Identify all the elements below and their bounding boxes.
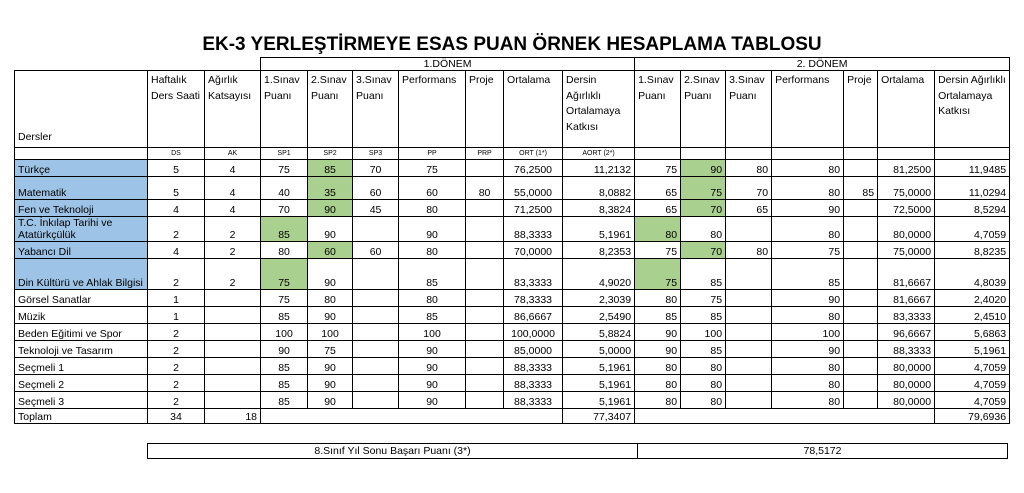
s1-prp <box>466 200 504 217</box>
s2-prp <box>844 242 878 259</box>
s1-sp3 <box>353 341 399 358</box>
code-cell: AORT (2*) <box>563 148 635 160</box>
s2-sp2: 70 <box>681 200 726 217</box>
s1-ortalama: 70,0000 <box>504 242 563 259</box>
s1-sp1: 85 <box>261 307 308 324</box>
s2-prp: 85 <box>844 177 878 200</box>
s2-sp2: 75 <box>681 290 726 307</box>
s2-ortalama: 88,3333 <box>878 341 935 358</box>
s1-sp2: 90 <box>308 259 353 290</box>
s2-sp2: 70 <box>681 242 726 259</box>
code-cell: DS <box>148 148 205 160</box>
code-cell <box>635 148 681 160</box>
s1-sp3: 60 <box>353 242 399 259</box>
weight-coefficient: 2 <box>205 242 261 259</box>
code-cell: ORT (1*) <box>504 148 563 160</box>
s1-sp3: 60 <box>353 177 399 200</box>
s2-prp <box>844 160 878 177</box>
s2-pp: 80 <box>772 358 844 375</box>
code-cell <box>726 148 772 160</box>
s1-sp2: 90 <box>308 375 353 392</box>
course-name: Seçmeli 1 <box>15 358 148 375</box>
s1-prp <box>466 341 504 358</box>
s1-sp2: 60 <box>308 242 353 259</box>
total-s2-katki: 79,6936 <box>935 409 1010 424</box>
course-name: Yabancı Dil <box>15 242 148 259</box>
s2-sp1: 80 <box>635 290 681 307</box>
s1-katki: 5,1961 <box>563 358 635 375</box>
weight-coefficient: 2 <box>205 259 261 290</box>
course-name: Din Kültürü ve Ahlak Bilgisi <box>15 259 148 290</box>
s2-pp: 90 <box>772 341 844 358</box>
s1-pp: 90 <box>399 358 466 375</box>
weekly-hours: 2 <box>148 217 205 242</box>
code-cell: SP2 <box>308 148 353 160</box>
total-spacer <box>261 409 563 424</box>
s2-sp1: 80 <box>635 217 681 242</box>
header-sinav1: 1.Sınav Puanı <box>635 71 681 148</box>
weight-coefficient: 2 <box>205 217 261 242</box>
s1-pp: 90 <box>399 217 466 242</box>
s1-katki: 4,9020 <box>563 259 635 290</box>
s1-sp1: 85 <box>261 392 308 409</box>
header-dersin: Dersin Ağırlıklı Ortalamaya Katkısı <box>935 71 1010 148</box>
s2-sp3: 70 <box>726 177 772 200</box>
code-cell: AK <box>205 148 261 160</box>
s2-katki: 4,8039 <box>935 259 1010 290</box>
s2-sp1: 65 <box>635 177 681 200</box>
s1-sp2: 90 <box>308 217 353 242</box>
s1-pp: 90 <box>399 392 466 409</box>
code-cell <box>935 148 1010 160</box>
s2-ortalama: 80,0000 <box>878 392 935 409</box>
s2-ortalama: 80,0000 <box>878 358 935 375</box>
s2-ortalama: 81,6667 <box>878 259 935 290</box>
weekly-hours: 5 <box>148 160 205 177</box>
code-cell: SP1 <box>261 148 308 160</box>
s2-sp3 <box>726 217 772 242</box>
s1-ortalama: 88,3333 <box>504 392 563 409</box>
header-sinav2: 2.Sınav Puanı <box>681 71 726 148</box>
s1-prp <box>466 358 504 375</box>
s1-pp: 100 <box>399 324 466 341</box>
total-row <box>15 409 1010 424</box>
s1-sp2: 75 <box>308 341 353 358</box>
s2-pp: 85 <box>772 259 844 290</box>
s2-ortalama: 80,0000 <box>878 217 935 242</box>
table-row <box>15 324 1010 341</box>
course-name: Beden Eğitimi ve Spor <box>15 324 148 341</box>
code-cell: PP <box>399 148 466 160</box>
header-performans: Performans <box>772 71 844 148</box>
s2-sp3: 65 <box>726 200 772 217</box>
s1-ortalama: 100,0000 <box>504 324 563 341</box>
course-name: Görsel Sanatlar <box>15 290 148 307</box>
s1-sp2: 80 <box>308 290 353 307</box>
s2-sp1: 85 <box>635 307 681 324</box>
s2-pp: 90 <box>772 290 844 307</box>
s1-sp1: 85 <box>261 375 308 392</box>
total-s1-katki: 77,3407 <box>563 409 635 424</box>
weight-coefficient <box>205 392 261 409</box>
s1-pp: 85 <box>399 259 466 290</box>
s2-katki: 11,0294 <box>935 177 1010 200</box>
code-cell: SP3 <box>353 148 399 160</box>
s2-prp <box>844 324 878 341</box>
s1-sp2: 90 <box>308 307 353 324</box>
s1-sp1: 80 <box>261 242 308 259</box>
s1-sp1: 85 <box>261 217 308 242</box>
s2-sp2: 80 <box>681 392 726 409</box>
weekly-hours: 2 <box>148 392 205 409</box>
weekly-hours: 4 <box>148 200 205 217</box>
weekly-hours: 2 <box>148 259 205 290</box>
s1-ortalama: 88,3333 <box>504 358 563 375</box>
s2-sp2: 85 <box>681 259 726 290</box>
s1-prp <box>466 290 504 307</box>
s1-prp <box>466 392 504 409</box>
s2-prp <box>844 290 878 307</box>
s1-ortalama: 76,2500 <box>504 160 563 177</box>
s2-sp2: 75 <box>681 177 726 200</box>
table-row <box>15 259 1010 290</box>
s2-pp: 80 <box>772 307 844 324</box>
page-title: EK-3 YERLEŞTİRMEYE ESAS PUAN ÖRNEK HESAPLAMA TABLOSU <box>202 34 822 55</box>
s2-sp3 <box>726 259 772 290</box>
score-table <box>14 57 1010 424</box>
s1-pp: 75 <box>399 160 466 177</box>
s2-sp3 <box>726 290 772 307</box>
header-proje: Proje <box>466 71 504 148</box>
weekly-hours: 2 <box>148 358 205 375</box>
s2-katki: 11,9485 <box>935 160 1010 177</box>
header-dersin: Dersin Ağırlıklı Ortalamaya Katkısı <box>563 71 635 148</box>
header-ortalama: Ortalama <box>504 71 563 148</box>
s1-sp1: 75 <box>261 259 308 290</box>
s2-sp3 <box>726 392 772 409</box>
weight-coefficient <box>205 324 261 341</box>
s1-katki: 8,0882 <box>563 177 635 200</box>
s2-sp1: 80 <box>635 358 681 375</box>
s2-sp3 <box>726 341 772 358</box>
s1-sp3 <box>353 307 399 324</box>
weekly-hours: 5 <box>148 177 205 200</box>
weight-coefficient: 4 <box>205 177 261 200</box>
code-cell <box>844 148 878 160</box>
s1-sp1: 90 <box>261 341 308 358</box>
s1-pp: 80 <box>399 200 466 217</box>
s2-sp1: 80 <box>635 392 681 409</box>
s2-katki: 4,7059 <box>935 375 1010 392</box>
s1-ortalama: 71,2500 <box>504 200 563 217</box>
header-sinav3: 3.Sınav Puanı <box>353 71 399 148</box>
final-score-table <box>147 443 1008 459</box>
table-row <box>15 375 1010 392</box>
total-weekly-hours: 34 <box>148 409 205 424</box>
s2-ortalama: 75,0000 <box>878 177 935 200</box>
s1-sp3 <box>353 217 399 242</box>
weekly-hours: 4 <box>148 242 205 259</box>
s1-katki: 2,3039 <box>563 290 635 307</box>
s2-sp3: 80 <box>726 160 772 177</box>
total-weight: 18 <box>205 409 261 424</box>
header-ortalama: Ortalama <box>878 71 935 148</box>
s1-ortalama: 55,0000 <box>504 177 563 200</box>
s2-pp: 80 <box>772 217 844 242</box>
s2-ortalama: 83,3333 <box>878 307 935 324</box>
table-row <box>15 358 1010 375</box>
s2-sp2: 100 <box>681 324 726 341</box>
s1-pp: 80 <box>399 242 466 259</box>
s1-sp2: 100 <box>308 324 353 341</box>
s1-prp <box>466 375 504 392</box>
s2-pp: 80 <box>772 392 844 409</box>
course-name: Türkçe <box>15 160 148 177</box>
code-cell <box>15 148 148 160</box>
s1-pp: 80 <box>399 290 466 307</box>
s1-sp3: 70 <box>353 160 399 177</box>
s2-sp2: 90 <box>681 160 726 177</box>
course-name: Seçmeli 2 <box>15 375 148 392</box>
s1-pp: 90 <box>399 341 466 358</box>
s2-pp: 80 <box>772 160 844 177</box>
s1-sp1: 40 <box>261 177 308 200</box>
s1-sp1: 85 <box>261 358 308 375</box>
weight-coefficient <box>205 307 261 324</box>
s1-sp3 <box>353 375 399 392</box>
s1-katki: 8,2353 <box>563 242 635 259</box>
s2-sp1: 75 <box>635 259 681 290</box>
s1-sp3 <box>353 290 399 307</box>
code-cell: PRP <box>466 148 504 160</box>
s1-sp2: 90 <box>308 392 353 409</box>
weekly-hours: 1 <box>148 307 205 324</box>
course-name: Matematik <box>15 177 148 200</box>
table-row <box>15 341 1010 358</box>
s2-sp3 <box>726 324 772 341</box>
s2-katki: 8,5294 <box>935 200 1010 217</box>
header-agirlik: Ağırlık Katsayısı <box>205 71 261 148</box>
s2-pp: 80 <box>772 177 844 200</box>
s2-sp2: 80 <box>681 217 726 242</box>
s1-sp2: 35 <box>308 177 353 200</box>
s1-prp <box>466 242 504 259</box>
s2-prp <box>844 307 878 324</box>
weight-coefficient <box>205 358 261 375</box>
s1-ortalama: 86,6667 <box>504 307 563 324</box>
s2-pp: 90 <box>772 200 844 217</box>
s1-prp <box>466 259 504 290</box>
s1-sp2: 85 <box>308 160 353 177</box>
s2-sp1: 90 <box>635 341 681 358</box>
table-row <box>15 242 1010 259</box>
s2-sp2: 85 <box>681 307 726 324</box>
s2-prp <box>844 259 878 290</box>
s2-sp1: 75 <box>635 160 681 177</box>
course-name: T.C. İnkılap Tarihi ve Atatürkçülük <box>15 217 148 242</box>
weight-coefficient: 4 <box>205 160 261 177</box>
s2-ortalama: 72,5000 <box>878 200 935 217</box>
s1-ortalama: 88,3333 <box>504 375 563 392</box>
s1-sp1: 70 <box>261 200 308 217</box>
s2-pp: 75 <box>772 242 844 259</box>
s2-katki: 8,8235 <box>935 242 1010 259</box>
s2-pp: 100 <box>772 324 844 341</box>
s2-sp3 <box>726 307 772 324</box>
s2-sp2: 80 <box>681 358 726 375</box>
s2-prp <box>844 217 878 242</box>
header-sinav2: 2.Sınav Puanı <box>308 71 353 148</box>
header-proje: Proje <box>844 71 878 148</box>
s1-sp1: 100 <box>261 324 308 341</box>
course-name: Seçmeli 3 <box>15 392 148 409</box>
s2-katki: 2,4510 <box>935 307 1010 324</box>
s2-sp1: 90 <box>635 324 681 341</box>
total-spacer <box>635 409 935 424</box>
weekly-hours: 2 <box>148 341 205 358</box>
weight-coefficient <box>205 375 261 392</box>
s1-katki: 2,5490 <box>563 307 635 324</box>
semester-2-header: 2. DÖNEM <box>635 58 1010 71</box>
s2-ortalama: 81,2500 <box>878 160 935 177</box>
s1-ortalama: 78,3333 <box>504 290 563 307</box>
s1-sp3 <box>353 324 399 341</box>
s1-sp2: 90 <box>308 358 353 375</box>
s2-ortalama: 81,6667 <box>878 290 935 307</box>
header-sinav3: 3.Sınav Puanı <box>726 71 772 148</box>
s2-sp3 <box>726 358 772 375</box>
code-cell <box>772 148 844 160</box>
s2-katki: 5,6863 <box>935 324 1010 341</box>
s1-prp <box>466 307 504 324</box>
s2-sp2: 85 <box>681 341 726 358</box>
table-row <box>15 160 1010 177</box>
weight-coefficient <box>205 341 261 358</box>
s1-katki: 5,8824 <box>563 324 635 341</box>
s1-katki: 11,2132 <box>563 160 635 177</box>
s1-prp: 80 <box>466 177 504 200</box>
s1-katki: 5,0000 <box>563 341 635 358</box>
s1-pp: 60 <box>399 177 466 200</box>
table-row <box>15 217 1010 242</box>
final-score-label: 8.Sınıf Yıl Sonu Başarı Puanı (3*) <box>148 444 638 459</box>
s2-pp: 80 <box>772 375 844 392</box>
s1-ortalama: 83,3333 <box>504 259 563 290</box>
s1-ortalama: 88,3333 <box>504 217 563 242</box>
s1-katki: 5,1961 <box>563 392 635 409</box>
s2-ortalama: 80,0000 <box>878 375 935 392</box>
s2-prp <box>844 375 878 392</box>
s2-katki: 4,7059 <box>935 217 1010 242</box>
s1-sp3 <box>353 259 399 290</box>
s1-katki: 8,3824 <box>563 200 635 217</box>
s1-pp: 90 <box>399 375 466 392</box>
header-dersler: Dersler <box>15 71 148 148</box>
table-row <box>15 177 1010 200</box>
s2-prp <box>844 341 878 358</box>
s2-ortalama: 96,6667 <box>878 324 935 341</box>
weight-coefficient <box>205 290 261 307</box>
s1-sp1: 75 <box>261 160 308 177</box>
s2-prp <box>844 358 878 375</box>
s2-katki: 4,7059 <box>935 392 1010 409</box>
s1-sp2: 90 <box>308 200 353 217</box>
code-cell <box>878 148 935 160</box>
s1-prp <box>466 324 504 341</box>
s2-sp1: 65 <box>635 200 681 217</box>
s1-pp: 85 <box>399 307 466 324</box>
final-score-value: 78,5172 <box>638 444 1008 459</box>
course-name: Teknoloji ve Tasarım <box>15 341 148 358</box>
table-row <box>15 392 1010 409</box>
s2-prp <box>844 392 878 409</box>
s1-sp3 <box>353 358 399 375</box>
total-label: Toplam <box>15 409 148 424</box>
s1-katki: 5,1961 <box>563 375 635 392</box>
course-name: Müzik <box>15 307 148 324</box>
s2-sp3 <box>726 375 772 392</box>
s1-ortalama: 85,0000 <box>504 341 563 358</box>
header-haftalik: Haftalık Ders Saati <box>148 71 205 148</box>
table-row <box>15 307 1010 324</box>
header-sinav1: 1.Sınav Puanı <box>261 71 308 148</box>
s2-sp1: 80 <box>635 375 681 392</box>
weekly-hours: 2 <box>148 375 205 392</box>
s2-ortalama: 75,0000 <box>878 242 935 259</box>
s1-sp3: 45 <box>353 200 399 217</box>
s2-sp3: 80 <box>726 242 772 259</box>
semester-1-header: 1.DÖNEM <box>261 58 635 71</box>
s1-katki: 5,1961 <box>563 217 635 242</box>
s2-sp1: 75 <box>635 242 681 259</box>
s2-sp2: 80 <box>681 375 726 392</box>
table-row <box>15 200 1010 217</box>
s2-katki: 4,7059 <box>935 358 1010 375</box>
weekly-hours: 1 <box>148 290 205 307</box>
code-cell <box>681 148 726 160</box>
course-name: Fen ve Teknoloji <box>15 200 148 217</box>
s1-prp <box>466 160 504 177</box>
s2-prp <box>844 200 878 217</box>
s1-sp3 <box>353 392 399 409</box>
table-row <box>15 290 1010 307</box>
header-performans: Performans <box>399 71 466 148</box>
weekly-hours: 2 <box>148 324 205 341</box>
s2-katki: 5,1961 <box>935 341 1010 358</box>
s1-prp <box>466 217 504 242</box>
weight-coefficient: 4 <box>205 200 261 217</box>
s1-sp1: 75 <box>261 290 308 307</box>
s2-katki: 2,4020 <box>935 290 1010 307</box>
